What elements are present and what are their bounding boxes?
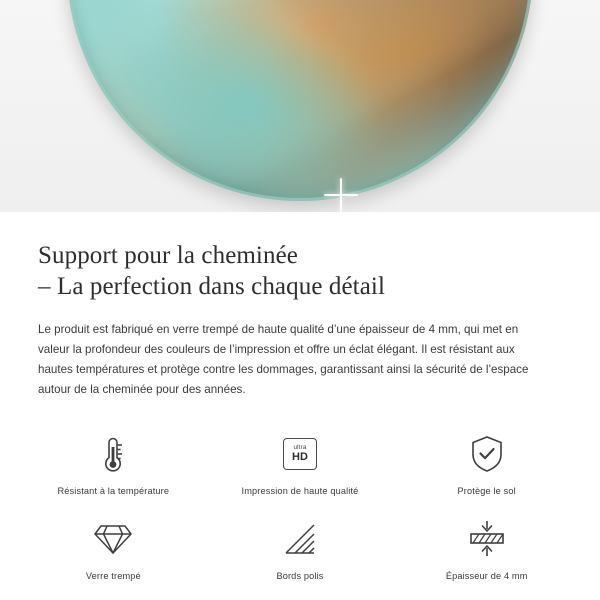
feature-label: Résistant à la température xyxy=(57,486,170,496)
headline-line-2: – La perfection dans chaque détail xyxy=(38,273,385,300)
headline-line-1: Support pour la cheminée xyxy=(38,242,298,269)
polished-edges-icon xyxy=(283,517,317,561)
feature-item-temperature xyxy=(20,426,207,505)
ultra-hd-top-label: ultra xyxy=(293,443,307,451)
ultra-hd-icon xyxy=(283,432,317,476)
feature-label: Protège le sol xyxy=(457,486,516,496)
feature-label: Verre trempé xyxy=(85,571,141,581)
content-area xyxy=(0,212,600,400)
feature-label: Épaisseur de 4 mm xyxy=(445,571,528,581)
feature-item-polished-edges xyxy=(207,511,394,590)
shield-check-icon xyxy=(470,432,504,476)
feature-item-thickness xyxy=(393,511,580,590)
feature-label: Impression de haute qualité xyxy=(241,486,359,496)
page-title xyxy=(38,240,562,302)
ultra-hd-bottom-label: HD xyxy=(292,451,308,464)
feature-grid xyxy=(0,422,600,590)
diamond-icon xyxy=(93,517,133,561)
description-paragraph: Le produit est fabriqué en verre trempé de haute qualité d’une épaisseur de 4 mm, qui met en valeur la profondeur des couleurs de l’impression et offre un éclat élégant. Il est résistant aux hautes températures et protège contre les dommages, garantissant ainsi la sécurité de l’espace autour de la cheminée pour des années. xyxy=(38,323,529,396)
feature-label: Bords polis xyxy=(276,571,324,581)
feature-item-floor-protection xyxy=(393,426,580,505)
thickness-arrows-icon xyxy=(466,517,508,561)
feature-item-tempered-glass xyxy=(20,511,207,590)
hero-image xyxy=(0,0,600,212)
feature-item-print-quality xyxy=(207,426,394,505)
thermometer-icon xyxy=(100,432,126,476)
